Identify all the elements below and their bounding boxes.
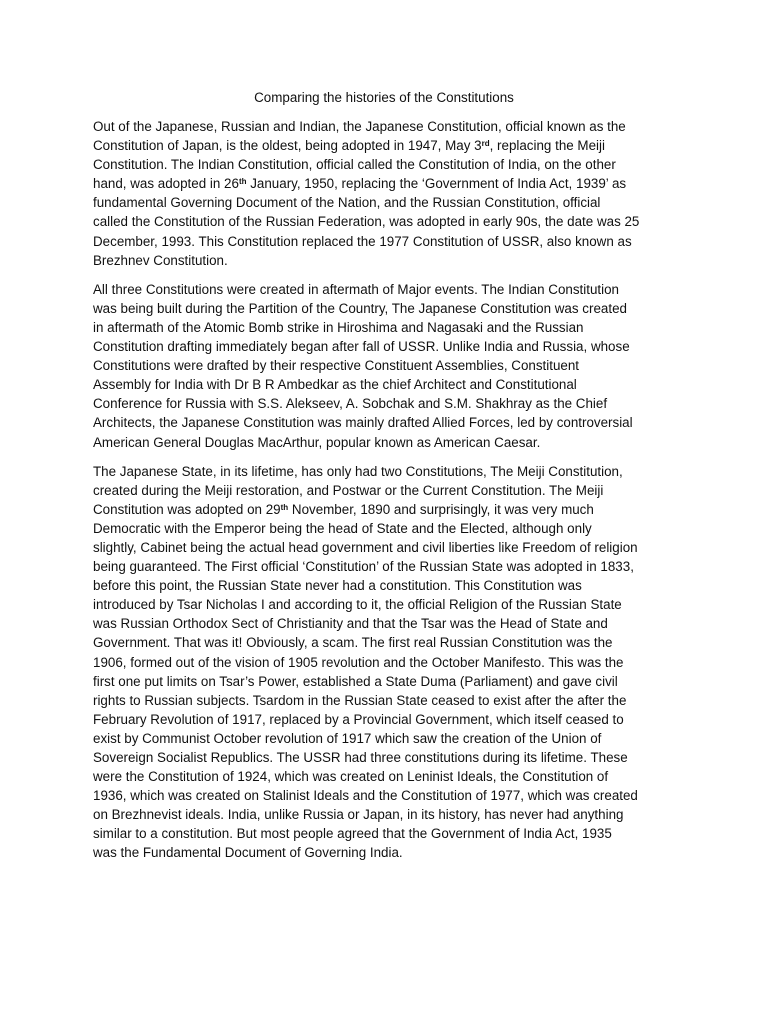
text-line [93,117,693,136]
text-run: created during the Meiji restoration, and Postwar or the Current Constitution. The Meiji [93,482,604,498]
text-run: slightly, Cabinet being the actual head government and civil liberties like Freedom of religion [93,539,638,555]
text-run: were the Constitution of 1924, which was created on Leninist Ideals, the Constitution of [93,769,609,785]
text-line [93,212,693,231]
text-run: Constitutions were drafted by their respective Constituent Assemblies, Constituent [93,358,580,374]
text-line [93,805,693,824]
text-run: All three Constitutions were created in aftermath of Major events. The Indian Constitution [93,281,619,297]
document-title: Comparing the histories of the Constitutions [254,90,514,105]
text-run: Brezhnev Constitution. [93,252,228,268]
text-run: Sovereign Socialist Republics. The USSR had three constitutions during its lifetime. These [93,750,628,765]
text-line [93,462,693,481]
text-line [93,280,693,299]
text-line [93,710,693,729]
text-line [93,136,693,155]
text-run: on Brezhnevist ideals. India, unlike Russia or Japan, in its history, has never had anything [93,807,624,823]
text-line [93,672,693,691]
text-run: being guaranteed. The First official ‘Constitution’ of the Russian State was adopted in 1833, [93,559,634,575]
text-run: was being built during the Partition of the Country, The Japanese Constitution was created [93,300,627,316]
text-run: Out of the Japanese, Russian and Indian, the Japanese Constitution, official known as the [93,119,626,134]
text-run: introduced by Tsar Nicholas I and according to it, the official Religion of the Russian State [93,597,622,613]
text-line [93,576,693,595]
text-run: Conference for Russia with S.S. Alekseev, A. Sobchak and S.M. Shakhray as the Chief [93,396,608,412]
text-line [93,155,693,174]
text-line [93,786,693,805]
text-run: The Japanese State, in its lifetime, has only had two Constitutions, The Meiji Constitution, [93,463,623,479]
text-run: November, 1890 and surprisingly, it was very much [288,501,594,517]
text-line [93,614,693,633]
text-run: called the Constitution of the Russian Federation, was adopted in early 90s, the date was 25 [93,214,640,230]
ordinal-superscript: th [280,502,289,512]
text-line [93,433,693,452]
document-body [93,117,693,873]
text-run: February Revolution of 1917, replaced by a Provincial Government, which itself ceased to [93,711,624,727]
text-line [93,633,693,652]
text-line [93,251,693,270]
text-line [93,691,693,710]
text-line [93,413,693,432]
text-line [93,748,693,767]
text-run: Assembly for India with Dr B R Ambedkar as the chief Architect and Constitutional [93,377,577,393]
text-line [93,318,693,337]
text-line [93,500,693,519]
text-line [93,232,693,251]
text-run: hand, was adopted in 26 [93,176,239,192]
text-line [93,481,693,500]
paragraph [93,117,693,270]
text-line [93,299,693,318]
text-run: Constitution drafting immediately began after fall of USSR. Unlike India and Russia, whose [93,339,630,355]
text-run: was the Fundamental Document of Governing India. [93,845,403,861]
text-line [93,653,693,672]
paragraph [93,462,693,863]
text-run: Democratic with the Emperor being the head of State and the Elected, although only [93,520,592,536]
text-line [93,394,693,413]
text-run: exist by Communist October revolution of 1917 which saw the creation of the Union of [93,730,602,746]
paragraph [93,280,693,452]
text-run: December, 1993. This Constitution replaced the 1977 Constitution of USSR, also known as [93,233,632,249]
text-line [93,538,693,557]
text-run: first one put limits on Tsar’s Power, established a State Duma (Parliament) and gave civil [93,673,618,689]
text-line [93,595,693,614]
text-run: Government. That was it! Obviously, a scam. The first real Russian Constitution was the [93,635,613,651]
text-run: similar to a constitution. But most people agreed that the Government of India Act, 1935 [93,826,612,842]
text-run: 1936, which was created on Stalinist Ideals and the Constitution of 1977, which was created [93,788,638,804]
text-run: American General Douglas MacArthur, popular known as American Caesar. [93,434,541,450]
text-line [93,557,693,576]
text-line [93,337,693,356]
text-run: Architects, the Japanese Constitution was mainly drafted Allied Forces, led by controversial [93,415,633,431]
text-run: , replacing the Meiji [489,138,605,154]
text-line [93,356,693,375]
text-run: Constitution of Japan, is the oldest, being adopted in 1947, May 3 [93,138,482,154]
text-line [93,375,693,394]
text-run: Constitution. The Indian Constitution, official called the Constitution of India, on the other [93,157,616,173]
text-line [93,174,693,193]
ordinal-superscript: rd [481,139,490,149]
text-run: rights to Russian subjects. Tsardom in the Russian State ceased to exist after the after the [93,692,627,708]
text-run: January, 1950, replacing the ‘Government of India Act, 1939’ as [246,176,627,192]
text-line [93,767,693,786]
text-run: in aftermath of the Atomic Bomb strike in Hiroshima and Nagasaki and the Russian [93,319,584,335]
text-run: was Russian Orthodox Sect of Christianity and that the Tsar was the Head of State and [93,616,608,632]
ordinal-superscript: th [238,177,247,187]
text-run: before this point, the Russian State never had a constitution. This Constitution was [93,578,582,594]
text-line [93,729,693,748]
text-run: Constitution was adopted on 29 [93,501,281,517]
text-line [93,843,693,862]
text-line [93,519,693,538]
text-run: 1906, formed out of the vision of 1905 revolution and the October Manifesto. This was the [93,654,624,670]
text-run: fundamental Governing Document of the Nation, and the Russian Constitution, official [93,195,601,211]
text-line [93,193,693,212]
text-line [93,824,693,843]
